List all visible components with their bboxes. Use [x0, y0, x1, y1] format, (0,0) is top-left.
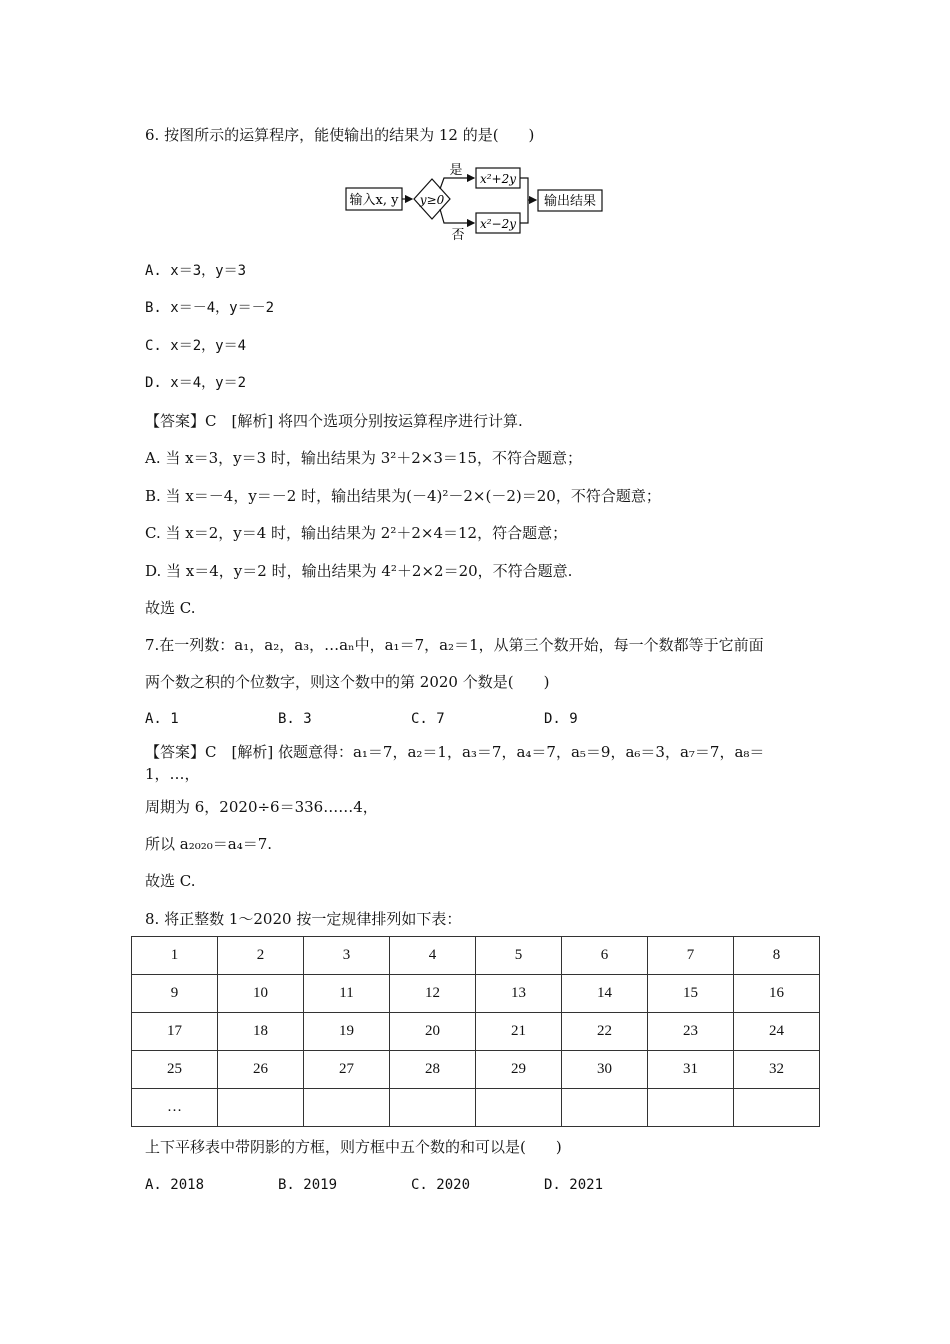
q7-stem-1: 7.在一列数：a₁，a₂，a₃，…aₙ中，a₁＝7，a₂＝1，从第三个数开始，每一个数都等于它前面 [145, 636, 764, 654]
q7-option-a: A. 1 [145, 711, 179, 727]
table-cell: 19 [304, 1013, 390, 1051]
q6-conclusion: 故选 C. [145, 599, 196, 617]
table-cell: 15 [648, 975, 734, 1013]
table-cell: 13 [476, 975, 562, 1013]
flow-cond-text: y≥0 [419, 193, 445, 207]
table-cell: 4 [390, 937, 476, 975]
flow-no-label: 否 [451, 228, 465, 242]
table-cell: 17 [132, 1013, 218, 1051]
table-cell: 24 [734, 1013, 820, 1051]
q7-option-b: B. 3 [278, 711, 312, 727]
table-cell: 12 [390, 975, 476, 1013]
flow-merge [520, 178, 528, 223]
table-cell: 5 [476, 937, 562, 975]
table-row [132, 1089, 820, 1127]
table-cell: 2 [218, 937, 304, 975]
table-cell: 23 [648, 1013, 734, 1051]
table-cell: 26 [218, 1051, 304, 1089]
q6-option-b: B. x＝－4，y＝－2 [145, 300, 275, 316]
table-row [132, 937, 820, 975]
q7-answer-2: 1，…， [145, 765, 200, 783]
table-cell [562, 1089, 648, 1127]
table-cell: 20 [390, 1013, 476, 1051]
q7-conclusion: 故选 C. [145, 872, 196, 890]
table-cell: 6 [562, 937, 648, 975]
table-cell: 18 [218, 1013, 304, 1051]
table-cell: 32 [734, 1051, 820, 1089]
table-cell: 30 [562, 1051, 648, 1089]
q7-options [145, 708, 677, 730]
q7-option-d: D. 9 [544, 711, 578, 727]
table-cell: 1 [132, 937, 218, 975]
q6-option-d: D. x＝4，y＝2 [145, 375, 247, 391]
table-cell [390, 1089, 476, 1127]
flow-bottom-expr: x²−2y [479, 217, 517, 231]
table-cell: 25 [132, 1051, 218, 1089]
q8-after: 上下平移表中带阴影的方框，则方框中五个数的和可以是( ) [145, 1138, 562, 1156]
table-row [132, 1013, 820, 1051]
table-cell: 21 [476, 1013, 562, 1051]
q6-stem: 6. 按图所示的运算程序，能使输出的结果为 12 的是( ) [145, 126, 535, 144]
table-row [132, 1051, 820, 1089]
q7-period: 周期为 6，2020÷6＝336……4， [145, 798, 378, 816]
table-cell [218, 1089, 304, 1127]
q8-stem: 8. 将正整数 1～2020 按一定规律排列如下表： [145, 910, 462, 928]
table-cell: 22 [562, 1013, 648, 1051]
q6-analysis-b: B. 当 x＝－4，y＝－2 时，输出结果为(－4)²－2×(－2)＝20，不符合题意； [145, 487, 661, 505]
table-cell: 31 [648, 1051, 734, 1089]
flow-output-text: 输出结果 [543, 194, 597, 209]
table-cell: 11 [304, 975, 390, 1013]
q8-option-c: C. 2020 [411, 1177, 471, 1193]
q8-option-b: B. 2019 [278, 1177, 338, 1193]
table-cell: 16 [734, 975, 820, 1013]
table-cell: 29 [476, 1051, 562, 1089]
q8-options [145, 1174, 677, 1196]
q6-option-c: C. x＝2，y＝4 [145, 338, 247, 354]
q6-answer: 【答案】C [解析] 将四个选项分别按运算程序进行计算. [145, 412, 523, 430]
table-cell: 9 [132, 975, 218, 1013]
table-cell: … [132, 1089, 218, 1127]
table-cell: 8 [734, 937, 820, 975]
q7-stem-2: 两个数之积的个位数字，则这个数中的第 2020 个数是( ) [145, 673, 550, 691]
q8-option-d: D. 2021 [544, 1177, 604, 1193]
flow-arrow-no [440, 209, 474, 223]
table-cell: 7 [648, 937, 734, 975]
table-row [132, 975, 820, 1013]
q8-option-a: A. 2018 [145, 1177, 205, 1193]
q7-option-c: C. 7 [411, 711, 445, 727]
q6-analysis-a: A. 当 x＝3，y＝3 时，输出结果为 3²＋2×3＝15，不符合题意； [145, 449, 582, 467]
q6-analysis-d: D. 当 x＝4，y＝2 时，输出结果为 4²＋2×2＝20，不符合题意. [145, 562, 573, 580]
table-cell [648, 1089, 734, 1127]
table-cell [304, 1089, 390, 1127]
table-cell: 3 [304, 937, 390, 975]
q7-so: 所以 a₂₀₂₀＝a₄＝7. [145, 835, 273, 853]
flow-yes-label: 是 [449, 163, 463, 178]
q6-option-a: A. x＝3，y＝3 [145, 263, 247, 279]
table-cell [476, 1089, 562, 1127]
table-cell: 27 [304, 1051, 390, 1089]
q7-answer-1: 【答案】C [解析] 依题意得：a₁＝7，a₂＝1，a₃＝7，a₄＝7，a₅＝9，a₆＝3，a₇＝7，a₈＝ [145, 743, 765, 761]
q6-analysis-c: C. 当 x＝2，y＝4 时，输出结果为 2²＋2×4＝12，符合题意； [145, 524, 568, 542]
table-cell: 28 [390, 1051, 476, 1089]
flow-input-text: 输入x, y [349, 193, 399, 208]
table-cell: 10 [218, 975, 304, 1013]
flow-top-expr: x²+2y [479, 172, 517, 186]
table-cell [734, 1089, 820, 1127]
flowchart [344, 160, 608, 242]
table-cell: 14 [562, 975, 648, 1013]
flow-arrow-yes [440, 178, 474, 189]
number-table [131, 936, 820, 1127]
